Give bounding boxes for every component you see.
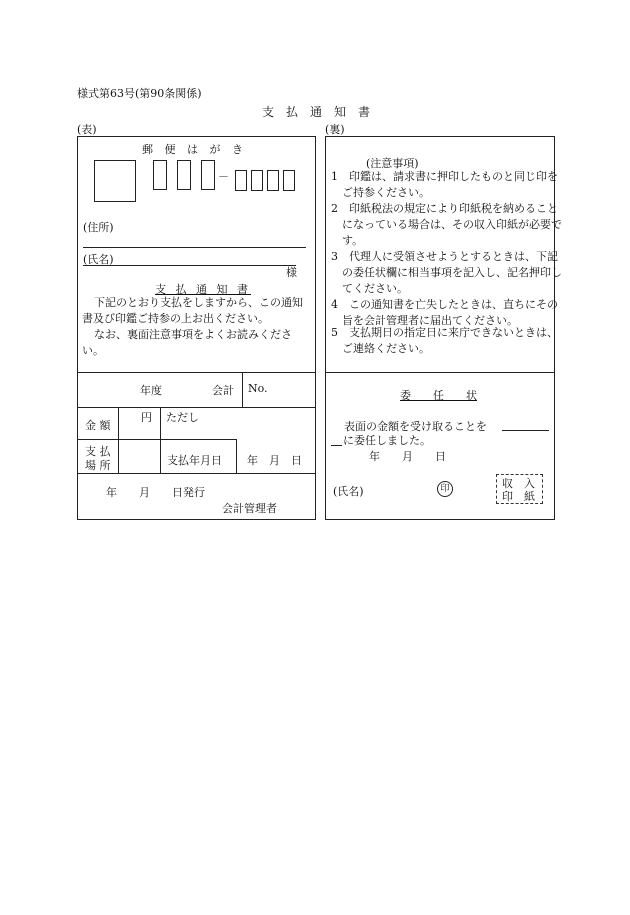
postal-box-7[interactable] xyxy=(283,170,295,191)
name-line[interactable] xyxy=(83,265,296,266)
notice-text-2: なお、裏面注意事項をよくお読みください。 xyxy=(82,328,292,357)
back-label: (裏) xyxy=(325,123,345,136)
divider xyxy=(77,407,316,408)
proviso-label: ただし xyxy=(166,411,199,424)
proxy-text-2: に委任しました。 xyxy=(343,434,431,447)
amount-label: 金 額 xyxy=(85,419,111,432)
proxy-recipient-line[interactable] xyxy=(502,430,549,431)
postcard-label: 郵 便 は が き xyxy=(142,143,247,156)
place-label-2: 場 所 xyxy=(85,459,111,472)
issue-date: 年 月 日発行 xyxy=(106,486,205,499)
pay-date-value: 年 月 日 xyxy=(247,454,302,467)
proxy-date: 年 月 日 xyxy=(369,450,446,463)
proxy-heading: 委 任 状 xyxy=(400,389,477,402)
postal-box-5[interactable] xyxy=(251,170,263,191)
address-line[interactable] xyxy=(83,247,306,248)
divider xyxy=(118,407,119,473)
divider xyxy=(160,407,161,473)
form-label: 様式第63号(第90条関係) xyxy=(77,87,202,100)
postal-box-3[interactable] xyxy=(201,160,215,190)
notes-heading: (注意事項) xyxy=(366,157,419,170)
note-item: 4 この通知書を亡失したときは、直ちにその旨を会計管理者に届出てください。 xyxy=(331,298,558,327)
divider xyxy=(331,445,342,446)
proxy-name-label: (氏名) xyxy=(333,485,364,498)
note-item: 2 印紙税法の規定により印紙税を納めることになっている場合は、その収入印紙が必要です。 xyxy=(331,202,562,247)
divider xyxy=(77,372,316,373)
postal-box-4[interactable] xyxy=(235,170,247,191)
proxy-text: 表面の金額を受け取ることを xyxy=(344,420,487,433)
stamp-area xyxy=(94,160,136,202)
name-label: (氏名) xyxy=(83,253,114,266)
account-label: 会計 xyxy=(212,384,234,397)
place-label-1: 支 払 xyxy=(85,445,111,458)
manager-label: 会計管理者 xyxy=(222,502,277,515)
divider xyxy=(77,473,316,474)
postal-dash: － xyxy=(218,170,229,183)
note-item: 1 印鑑は、請求書に押印したものと同じ印をご持参ください。 xyxy=(331,170,558,199)
fiscal-year-label: 年度 xyxy=(140,384,162,397)
divider xyxy=(242,372,243,407)
divider xyxy=(325,372,555,373)
note-item: 3 代理人に受領させようとするときは、下記の委任状欄に相当事項を記入し、記名押印してください。 xyxy=(331,250,562,295)
postal-box-2[interactable] xyxy=(177,160,191,190)
number-label: No. xyxy=(248,382,268,395)
divider xyxy=(77,439,236,440)
page-title: 支 払 通 知 書 xyxy=(262,105,371,119)
pay-date-label: 支払年月日 xyxy=(167,454,222,467)
seal-mark: 印 xyxy=(437,481,453,497)
yen-label: 円 xyxy=(141,411,152,424)
note-item: 5 支払期日の指定日に来庁できないときは、ご連絡ください。 xyxy=(331,326,558,355)
front-label: (表) xyxy=(77,123,97,136)
divider xyxy=(236,439,237,473)
notice-text: 下記のとおり支払をしますから、この通知書及び印鑑ご持参の上お出ください。 xyxy=(82,296,303,325)
revenue-stamp-label-1: 収 入 xyxy=(502,477,535,490)
revenue-stamp-label-2: 印 紙 xyxy=(502,490,535,503)
honorific: 様 xyxy=(286,266,297,279)
postal-box-1[interactable] xyxy=(153,160,167,190)
address-label: (住所) xyxy=(83,221,114,234)
postal-box-6[interactable] xyxy=(267,170,279,191)
notice-heading: 支 払 通 知 書 xyxy=(155,283,251,296)
